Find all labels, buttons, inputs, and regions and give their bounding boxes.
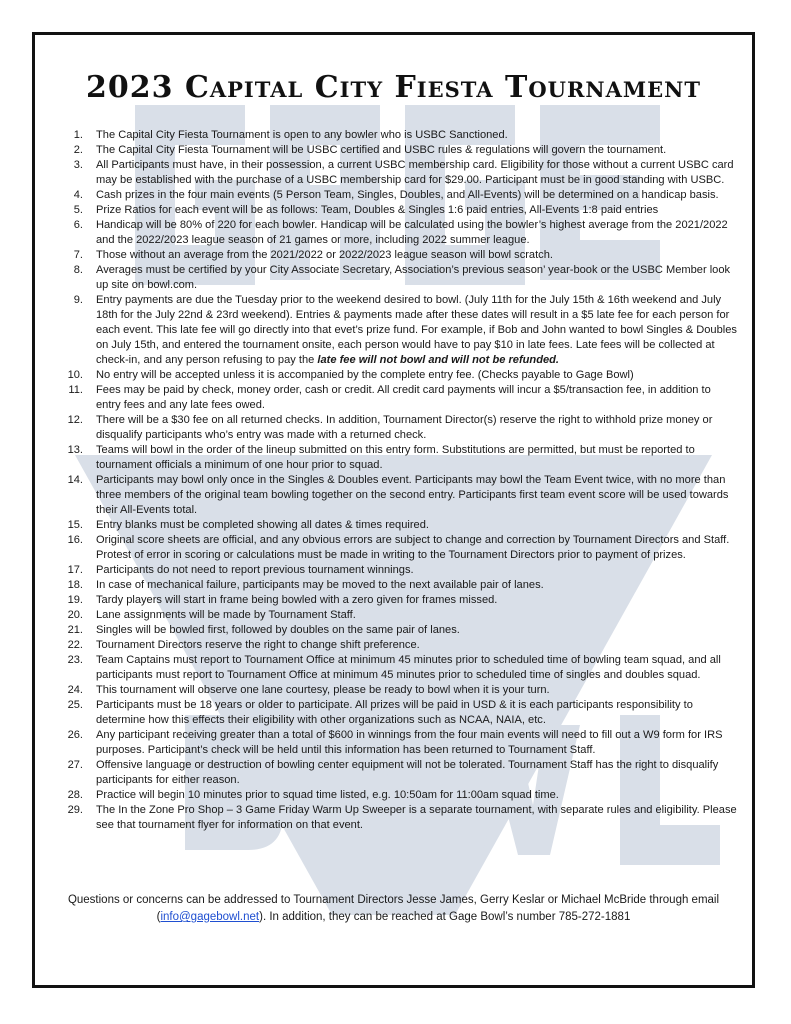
- rule-number: 3.: [73, 159, 83, 171]
- rule-text: There will be a $30 fee on all returned checks. In addition, Tournament Director(s) reserve the right to withhold prize money or disqualify participants who’s entry was made with a returned check.: [96, 414, 713, 441]
- rule-text: Entry payments are due the Tuesday prior to the weekend desired to bowl. (July 11th for the July 15th & 16th weekend and July 18th for the July 22nd & 23rd weekend). Entries & payments made after these dates will result in a $5 late fee for each person for each event. This late fee will go directly into that evet’s prize fund. For example, if Bob and John wanted to bowl Singles & Doubles on July 15th, and entered the tournament onsite, each person would have to pay $10 in late fees. Late fees will be collected at check-in, and any person refusing to pay the: [96, 294, 737, 366]
- rule-text: Tardy players will start in frame being bowled with a zero given for frames missed.: [96, 594, 498, 606]
- rule-number: 6.: [73, 219, 83, 231]
- flyer-frame: [32, 32, 755, 988]
- rule-text: Participants do not need to report previous tournament winnings.: [96, 564, 414, 576]
- rule-text: The In the Zone Pro Shop – 3 Game Friday Warm Up Sweeper is a separate tournament, with separate rules and eligibility. Please see that tournament flyer for information on that event.: [96, 804, 737, 831]
- rule-item: [57, 593, 738, 608]
- rule-number: 16.: [67, 534, 83, 546]
- rule-item: [57, 218, 738, 248]
- rule-number: 23.: [67, 654, 83, 666]
- rule-text: Prize Ratios for each event will be as follows: Team, Doubles & Singles 1:6 paid entries, All-Events 1:8 paid entries: [96, 204, 659, 216]
- contact-email-link[interactable]: info@gagebowl.net: [160, 911, 260, 923]
- rule-number: 22.: [67, 639, 83, 651]
- rule-item: [57, 158, 738, 188]
- rule-number: 27.: [67, 759, 83, 771]
- rule-number: 12.: [67, 414, 83, 426]
- rule-number: 8.: [73, 264, 83, 276]
- contact-footer: [45, 892, 742, 926]
- rule-text: In case of mechanical failure, participants may be moved to the next available pair of lanes.: [96, 579, 544, 591]
- rule-item: [57, 443, 738, 473]
- rule-number: 15.: [67, 519, 83, 531]
- footer-paren-close: ): [259, 911, 263, 923]
- rule-text: Any participant receiving greater than a total of $600 in winnings from the four main events will need to fill out a W9 form for IRS purposes. Participant’s check will be held until this information has been returned to Tournament Staff.: [96, 729, 723, 756]
- rule-item: [57, 638, 738, 653]
- page-title: 2023 Capital City Fiesta Tournament: [86, 70, 701, 105]
- rule-number: 20.: [67, 609, 83, 621]
- footer-line-1: Questions or concerns can be addressed to Tournament Directors Jesse James, Gerry Keslar or Michael McBride through email: [67, 894, 720, 906]
- rule-item: [57, 623, 738, 638]
- rule-item: [57, 188, 738, 203]
- rule-number: 9.: [73, 294, 83, 306]
- rule-text: Team Captains must report to Tournament Office at minimum 45 minutes prior to scheduled time of bowling team squad, and all participants must report to Tournament Office at minimum 45 minutes prior to scheduled time of singles and doubles squad.: [96, 654, 721, 681]
- footer-paren-open: (: [156, 911, 161, 923]
- rule-item: [57, 143, 738, 158]
- rule-text: Participants may bowl only once in the Singles & Doubles event. Participants may bowl the Team Event twice, with no more than three members of the original team bowling together on the second entry. Participants first team event score will be used towards their All-Events total.: [96, 474, 729, 516]
- rule-item: [57, 728, 738, 758]
- rule-number: 5.: [73, 204, 83, 216]
- rule-number: 24.: [67, 684, 83, 696]
- rule-item: [57, 683, 738, 698]
- rule-item: [57, 788, 738, 803]
- rule-text: Offensive language or destruction of bowling center equipment will not be tolerated. Tournament Staff has the right to disqualify participants for either reason.: [96, 759, 719, 786]
- rule-item: [57, 473, 738, 518]
- rule-text: Handicap will be 80% of 220 for each bowler. Handicap will be calculated using the bowler’s highest average from the 2021/2022 and the 2022/2023 league season of 21 games or more, including 2022 summer league.: [96, 219, 728, 246]
- rule-number: 25.: [67, 699, 83, 711]
- rule-item: [57, 413, 738, 443]
- rule-text: Lane assignments will be made by Tournament Staff.: [96, 609, 356, 621]
- rule-text: Those without an average from the 2021/2022 or 2022/2023 league season will bowl scratch.: [96, 249, 553, 261]
- rule-number: 18.: [67, 579, 83, 591]
- rule-text: Cash prizes in the four main events (5 Person Team, Singles, Doubles, and All-Events) will be determined on a handicap basis.: [96, 189, 719, 201]
- rule-number: 28.: [67, 789, 83, 801]
- rule-number: 7.: [73, 249, 83, 261]
- rule-text: All Participants must have, in their possession, a current USBC membership card. Eligibility for those without a current USBC card may be established with the purchase of a USBC membership card for $29.00. Participant must be in good standing with USBC.: [96, 159, 734, 186]
- rule-item: [57, 578, 738, 593]
- rule-text: Fees may be paid by check, money order, cash or credit. All credit card payments will incur a $5/transaction fee, in addition to entry fees and any late fees owed.: [96, 384, 711, 411]
- rule-text: Participants must be 18 years or older to participate. All prizes will be paid in USD & it is each participants responsibility to determine how this effects their eligibility with other organizations such as NCAA, NAIA, etc.: [96, 699, 693, 726]
- rule-item: [57, 263, 738, 293]
- rule-item: [57, 368, 738, 383]
- rules-list: [57, 128, 738, 833]
- footer-phone-text: . In addition, they can be reached at Gage Bowl’s number 785-272-1881: [262, 911, 631, 923]
- rule-text: No entry will be accepted unless it is accompanied by the complete entry fee. (Checks payable to Gage Bowl): [96, 369, 634, 381]
- rule-item: [57, 518, 738, 533]
- rule-item: [57, 128, 738, 143]
- rule-number: 26.: [67, 729, 83, 741]
- rule-number: 17.: [67, 564, 83, 576]
- rule-number: 2.: [73, 144, 83, 156]
- rule-number: 11.: [68, 384, 83, 396]
- rule-number: 4.: [73, 189, 83, 201]
- rule-text: Singles will be bowled first, followed by doubles on the same pair of lanes.: [96, 624, 460, 636]
- footer-line-2: [45, 909, 742, 926]
- rule-item: [57, 608, 738, 623]
- rule-item: [57, 203, 738, 218]
- rule-item: [57, 248, 738, 263]
- rule-text: Practice will begin 10 minutes prior to squad time listed, e.g. 10:50am for 11:00am squad time.: [96, 789, 559, 801]
- rule-text: Entry blanks must be completed showing all dates & times required.: [96, 519, 429, 531]
- rule-item: [57, 293, 738, 368]
- rule-number: 21.: [67, 624, 83, 636]
- rule-text: Averages must be certified by your City Associate Secretary, Association’s previous season’ year-book or the USBC Member look up site on bowl.com.: [96, 264, 731, 291]
- rule-text: This tournament will observe one lane courtesy, please be ready to bowl when it is your turn.: [96, 684, 550, 696]
- rule-text: The Capital City Fiesta Tournament will be USBC certified and USBC rules & regulations will govern the tournament.: [96, 144, 667, 156]
- rule-item: [57, 653, 738, 683]
- rule-item: [57, 758, 738, 788]
- rule-number: 1.: [73, 129, 83, 141]
- rule-item: [57, 383, 738, 413]
- rule-number: 29.: [67, 804, 83, 816]
- rule-text: Teams will bowl in the order of the lineup submitted on this entry form. Substitutions are permitted, but must be reported to tournament officials a minimum of one hour prior to squad.: [96, 444, 695, 471]
- rule-number: 10.: [67, 369, 83, 381]
- rule-number: 14.: [67, 474, 83, 486]
- rule-item: [57, 803, 738, 833]
- rule-item: [57, 563, 738, 578]
- rule-item: [57, 533, 738, 563]
- rule-emphasis: late fee will not bowl and will not be refunded.: [317, 354, 560, 366]
- rule-text: Original score sheets are official, and any obvious errors are subject to change and correction by Tournament Directors and Staff. Protest of error in scoring or calculations must be made in writing to the Tournament Directors prior to payment of prizes.: [96, 534, 730, 561]
- rule-text: Tournament Directors reserve the right to change shift preference.: [96, 639, 420, 651]
- rule-number: 13.: [67, 444, 83, 456]
- rule-number: 19.: [67, 594, 83, 606]
- rule-text: The Capital City Fiesta Tournament is open to any bowler who is USBC Sanctioned.: [96, 129, 508, 141]
- rule-item: [57, 698, 738, 728]
